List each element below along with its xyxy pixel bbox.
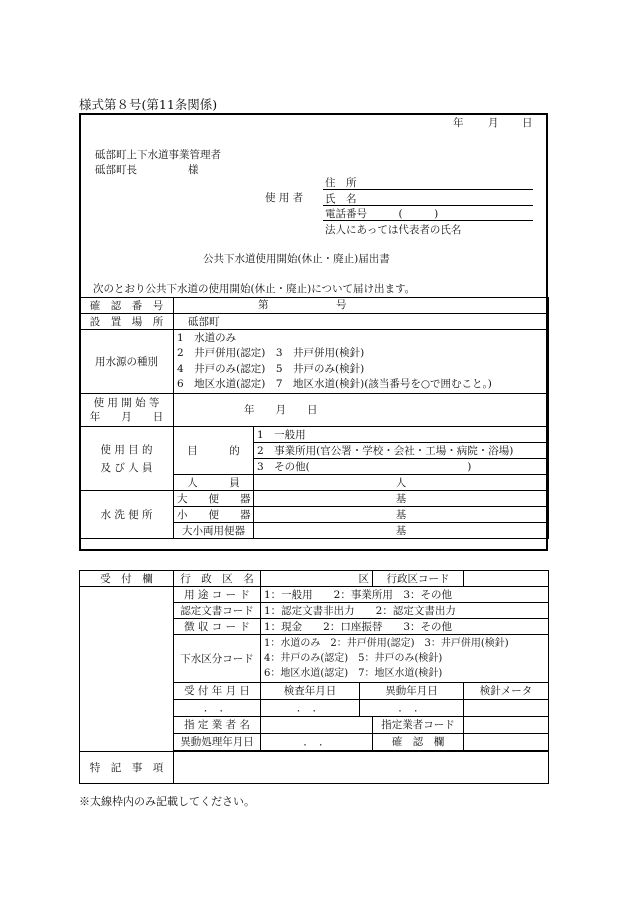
water-source-option: 2 井戸併用(認定) 3 井戸併用(検針) bbox=[177, 347, 365, 359]
table-row bbox=[80, 330, 549, 394]
admin-district-ku: 区 bbox=[261, 571, 373, 587]
table-row bbox=[80, 298, 549, 314]
confirm-no-label: 確 認 番 号 bbox=[80, 298, 174, 314]
address-underline bbox=[323, 189, 533, 190]
change-date-label: 異動年月日 bbox=[360, 683, 464, 700]
flush-row-unit[interactable]: 基 bbox=[254, 491, 549, 507]
corporate-note: 法人にあっては代表者の氏名 bbox=[325, 224, 462, 236]
addressee-honorific: 様 bbox=[188, 164, 199, 176]
table-row bbox=[80, 752, 549, 784]
application-table bbox=[79, 297, 549, 539]
applicant-name-label: 氏 名 bbox=[325, 193, 357, 205]
remarks-label: 特 記 事 項 bbox=[80, 752, 174, 784]
addressee-line2-prefix: 砥部町長 bbox=[95, 164, 137, 176]
table-row bbox=[80, 491, 549, 507]
sewer-code-option: 1：水道のみ 2：井戸併用(認定) 3：井戸併用(検針) bbox=[264, 638, 509, 649]
water-source-option: 4 井戸のみ(認定) 5 井戸のみ(検針) bbox=[177, 362, 365, 375]
purpose-sub-label: 目 的 bbox=[174, 427, 254, 475]
meter-value bbox=[464, 700, 549, 717]
change-process-label: 異動処理年月日 bbox=[174, 734, 261, 751]
sewer-code-options bbox=[261, 635, 549, 683]
flush-row-label: 小 便 器 bbox=[174, 507, 254, 523]
date-day: 日 bbox=[522, 117, 533, 129]
sewer-code-option: 6：地区水道(認定) 7：地区水道(検針) bbox=[264, 668, 443, 679]
applicant-address-label: 住 所 bbox=[325, 177, 357, 189]
phone-underline bbox=[323, 220, 533, 221]
change-date-value: ． ． bbox=[360, 700, 464, 717]
sewer-code-label: 下水区分コード bbox=[174, 635, 261, 683]
addressee-line1: 砥部町上下水道事業管理者 bbox=[95, 149, 221, 161]
confirm-no-suffix: 号 bbox=[336, 299, 347, 311]
reception-blank bbox=[80, 587, 174, 752]
flush-toilet-label: 水 洗 便 所 bbox=[80, 491, 174, 539]
inspection-date-value: ． ． bbox=[261, 700, 360, 717]
water-source-option: 1 水道のみ bbox=[177, 331, 237, 344]
confirm-col-value bbox=[464, 734, 549, 751]
purpose-option-other[interactable]: 3 その他( ) bbox=[254, 459, 549, 475]
location-value[interactable]: 砥部町 bbox=[174, 314, 549, 330]
table-row bbox=[80, 394, 549, 427]
confirm-no-prefix: 第 bbox=[258, 299, 269, 311]
admin-code-label: 行政区コード bbox=[373, 571, 464, 587]
purpose-option-general[interactable]: 1 一般用 bbox=[254, 427, 549, 443]
water-source-options[interactable] bbox=[174, 330, 549, 394]
start-date-value[interactable]: 年 月 日 bbox=[174, 394, 549, 427]
contractor-code-label: 指定業者コード bbox=[373, 717, 464, 734]
start-date-label-line2: 年 月 日 bbox=[89, 411, 164, 423]
collect-code-label: 徴 収 コ ー ド bbox=[174, 619, 261, 635]
contractor-label: 指 定 業 者 名 bbox=[174, 717, 261, 734]
table-row bbox=[80, 571, 549, 587]
cert-code-label: 認定文書コード bbox=[174, 603, 261, 619]
flush-row-label: 大小両用便器 bbox=[174, 523, 254, 539]
meter-label: 検針メータ bbox=[464, 683, 549, 700]
confirm-col-label: 確 認 欄 bbox=[373, 734, 464, 751]
sewer-code-option: 4：井戸のみ(認定) 5：井戸のみ(検針) bbox=[264, 653, 443, 664]
contractor-code-value bbox=[464, 717, 549, 734]
document-title: 公共下水道使用開始(休止・廃止)届出書 bbox=[203, 253, 390, 265]
inspection-date-label: 検査年月日 bbox=[261, 683, 360, 700]
table-row bbox=[80, 427, 549, 443]
water-source-option: 6 地区水道(認定) 7 地区水道(検針)(該当番号を○で囲むこと。) bbox=[177, 378, 492, 390]
applicant-phone-label: 電話番号 ( ) bbox=[325, 208, 439, 220]
purpose-label-line2: 及 び 人 員 bbox=[100, 461, 153, 474]
date-month: 月 bbox=[488, 117, 499, 129]
people-label: 人 員 bbox=[174, 475, 254, 491]
admin-code-value bbox=[464, 571, 549, 587]
admin-district-label: 行 政 区 名 bbox=[174, 571, 261, 587]
footer-note: ※太線枠内のみ記載してください。 bbox=[79, 795, 255, 808]
receipt-date-value: ． ． bbox=[174, 700, 261, 717]
flush-row-label: 大 便 器 bbox=[174, 491, 254, 507]
applicant-label: 使 用 者 bbox=[265, 192, 304, 204]
start-date-label-line1: 使 用 開 始 等 bbox=[93, 397, 160, 409]
intro-text: 次のとおり公共下水道の使用開始(休止・廃止)について届け出ます。 bbox=[93, 283, 416, 295]
flush-row-unit[interactable]: 基 bbox=[254, 523, 549, 539]
confirm-no-cell bbox=[174, 298, 549, 314]
cert-code-value: 1：認定文書非出力 2：認定文書出力 bbox=[261, 603, 549, 619]
date-year: 年 bbox=[453, 117, 464, 129]
location-label: 設 置 場 所 bbox=[80, 314, 174, 330]
remarks-value bbox=[174, 752, 549, 784]
form-number-label: 様式第８号(第11条関係) bbox=[79, 97, 218, 112]
purpose-option-business[interactable]: 2 事業所用(官公署・学校・会社・工場・病院・浴場) bbox=[254, 443, 549, 459]
reception-label: 受 付 欄 bbox=[80, 571, 174, 587]
receipt-date-label: 受 付 年 月 日 bbox=[174, 683, 261, 700]
use-code-label: 用 途 コ ー ド bbox=[174, 587, 261, 603]
purpose-label bbox=[80, 427, 174, 491]
people-unit[interactable]: 人 bbox=[254, 475, 549, 491]
use-code-value: 1：一般用 2：事業所用 3：その他 bbox=[261, 587, 549, 603]
table-row bbox=[80, 587, 549, 603]
contractor-value bbox=[261, 717, 373, 734]
flush-row-unit[interactable]: 基 bbox=[254, 507, 549, 523]
change-process-value: ． ． bbox=[261, 734, 373, 751]
collect-code-value: 1：現金 2：口座振替 3：その他 bbox=[261, 619, 549, 635]
office-table bbox=[79, 570, 549, 784]
table-row bbox=[80, 314, 549, 330]
start-date-label bbox=[80, 394, 174, 427]
water-source-label: 用水源の種別 bbox=[80, 330, 174, 394]
purpose-label-line1: 使 用 目 的 bbox=[100, 443, 153, 456]
